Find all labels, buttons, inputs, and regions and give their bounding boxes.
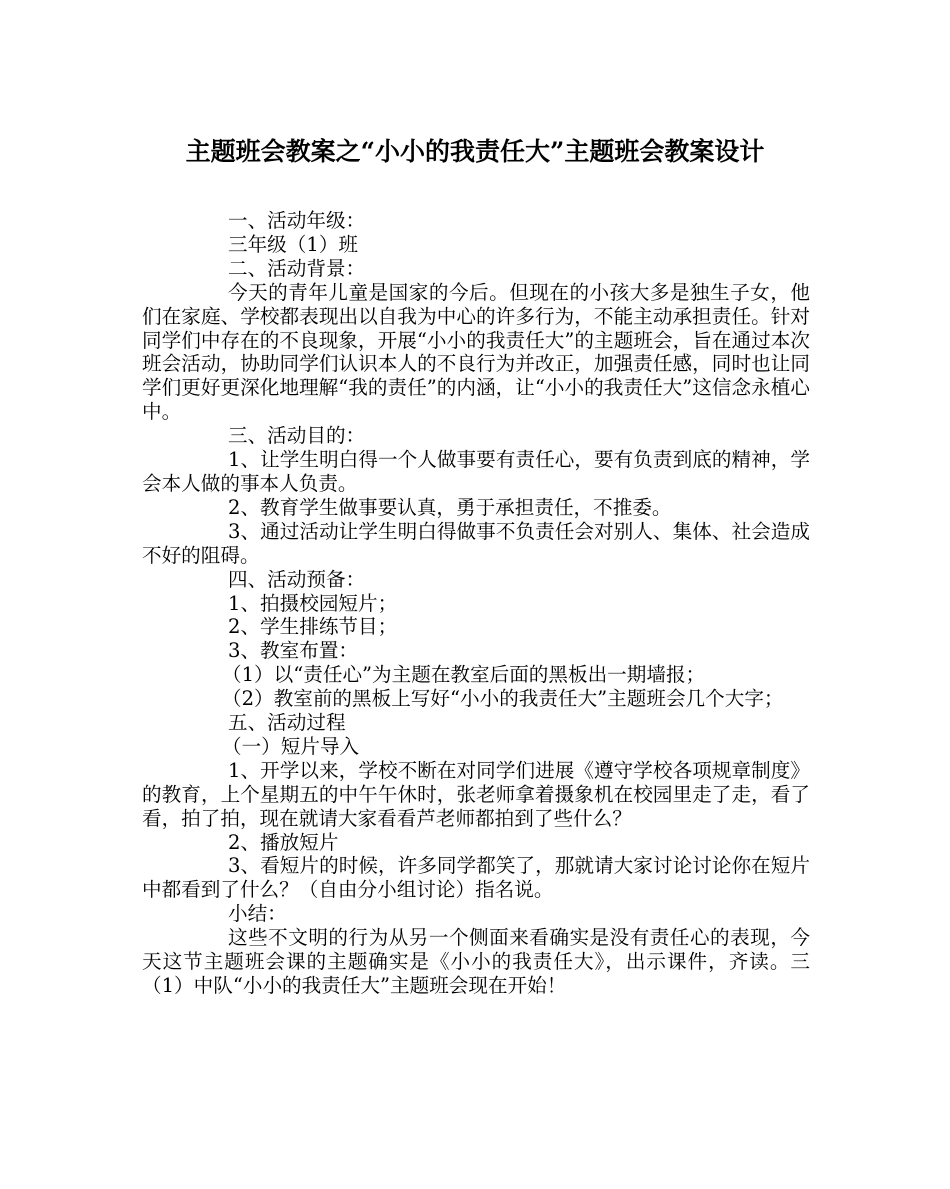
paragraph: 1、让学生明白得一个人做事要有责任心，要有负责到底的精神，学会本人做的事本人负责。 xyxy=(142,448,810,495)
paragraph: 二、活动背景： xyxy=(228,256,366,280)
document-title: 主题班会教案之“小小的我责任大”主题班会教案设计 xyxy=(185,137,765,166)
paragraph: 四、活动预备： xyxy=(228,567,366,591)
paragraph: 三、活动目的： xyxy=(228,424,366,448)
paragraph: 这些不文明的行为从另一个侧面来看确实是没有责任心的表现，今天这节主题班会课的主题确实是《小小的我责任大》，出示课件，齐读。三（1）中队“小小的我责任大”主题班会现在开始！ xyxy=(142,926,810,997)
paragraph: 3、看短片的时候，许多同学都笑了，那就请大家讨论讨论你在短片中都看到了什么？（自由分小组讨论）指名说。 xyxy=(142,854,810,902)
document-body xyxy=(142,209,810,998)
paragraph: （一）短片导入 xyxy=(222,734,360,758)
paragraph: 1、开学以来，学校不断在对同学们进展《遵守学校各项规章制度》的教育，上个星期五的中午午休时，张老师拿着摄象机在校园里走了走，看了看，拍了拍，现在就请大家看看芦老师都拍到了些什么？ xyxy=(142,758,810,830)
paragraph: 3、教室布置： xyxy=(228,639,359,663)
paragraph: 2、播放短片 xyxy=(228,830,339,854)
paragraph: 3、通过活动让学生明白得做事不负责任会对别人、集体、社会造成不好的阻碍。 xyxy=(142,519,810,567)
paragraph: 2、教育学生做事要认真，勇于承担责任，不推委。 xyxy=(228,495,672,519)
paragraph: 1、拍摄校园短片； xyxy=(228,591,398,615)
paragraph: 小结： xyxy=(228,902,287,926)
paragraph: 一、活动年级： xyxy=(228,209,366,232)
paragraph: 五、活动过程 xyxy=(228,711,346,735)
paragraph: 2、学生排练节目； xyxy=(228,615,398,639)
paragraph: （1）以“责任心”为主题在教室后面的黑板出一期墙报； xyxy=(222,663,706,687)
paragraph: 今天的青年儿童是国家的今后。但现在的小孩大多是独生子女，他们在家庭、学校都表现出以自我为中心的许多行为，不能主动承担责任。针对同学们中存在的不良现象，开展“小小的我责任大”的主题班会，旨在通过本次班会活动，协助同学们认识本人的不良行为并改正，加强责任感，同时也让同学们更好更深化地理解“我的责任”的内涵，让“小小的我责任大”这信念永植心中。 xyxy=(142,280,810,424)
paragraph: （2）教室前的黑板上写好“小小的我责任大”主题班会几个大字； xyxy=(222,687,784,711)
paragraph: 三年级（1）班 xyxy=(228,232,359,256)
